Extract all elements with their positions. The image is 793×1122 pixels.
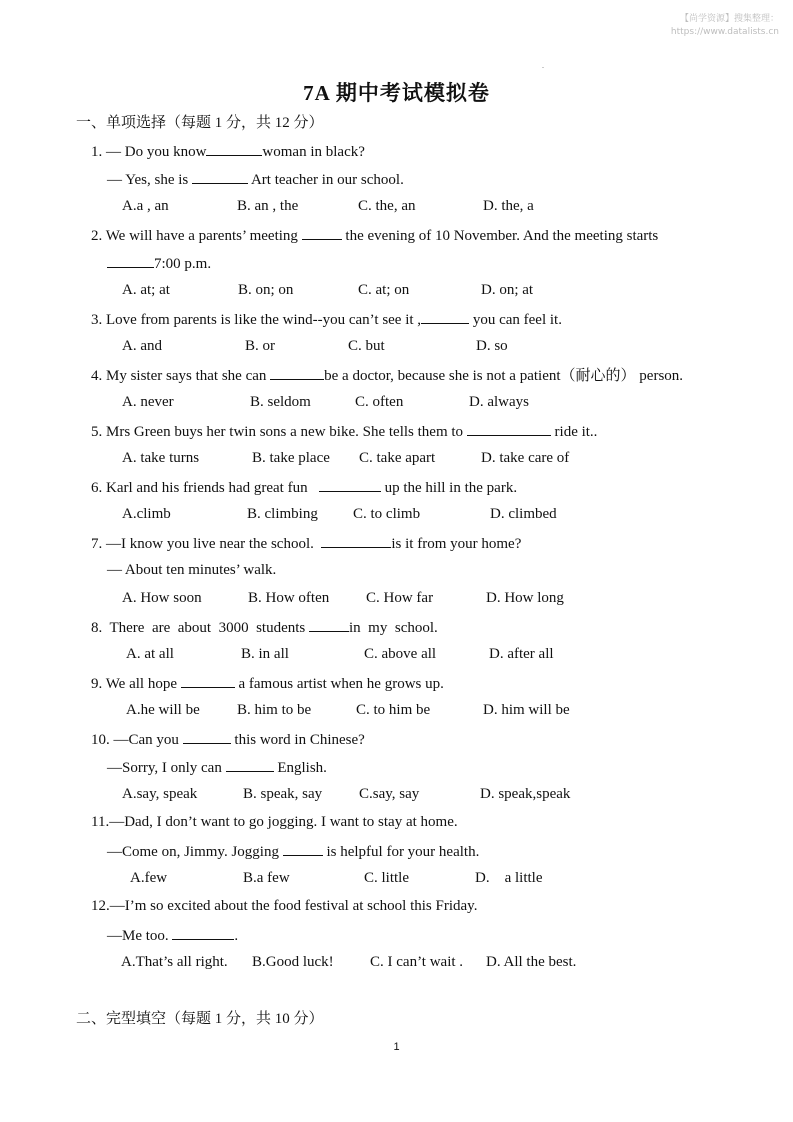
q11-option-c: C. little: [364, 870, 409, 886]
q12-reply: —Me too.: [107, 928, 169, 944]
question-12: 12.—I’m so excited about the food festival at school this Friday.: [91, 898, 478, 914]
q8-blank: [309, 616, 349, 632]
q8-stem: 8. There are about 3000 students: [91, 620, 306, 636]
q4-option-b: B. seldom: [250, 394, 311, 410]
question-11: 11.—Dad, I don’t want to go jogging. I want to stay at home.: [91, 814, 458, 830]
q1-blank-2: [192, 168, 248, 184]
watermark: [579, 13, 779, 39]
q2-cont: 7:00 p.m.: [154, 256, 212, 272]
q3-option-d: D. so: [476, 338, 508, 354]
stray-dot: .: [542, 61, 544, 70]
q6-stem: 6. Karl and his friends had great fun: [91, 480, 308, 496]
q7-stem: 7. —I know you live near the school.: [91, 536, 314, 552]
q2-blank: [302, 224, 342, 240]
q2-blank-2: [107, 252, 154, 268]
q12-option-d: D. All the best.: [486, 954, 577, 970]
q4-option-a: A. never: [122, 394, 174, 410]
q3-option-b: B. or: [245, 338, 275, 354]
q9-option-b: B. him to be: [237, 702, 312, 718]
q1-option-d: D. the, a: [483, 198, 534, 214]
q5-blank: [467, 420, 551, 436]
q3-option-a: A. and: [122, 338, 162, 354]
q4-stem: 4. My sister says that she can: [91, 368, 267, 384]
q11-reply-end: is helpful for your health.: [326, 844, 480, 860]
watermark-line-1: 【尚学资源】搜集整理：: [679, 14, 779, 24]
q3-blank: [421, 308, 469, 324]
q10-reply: —Sorry, I only can: [107, 760, 222, 776]
question-4: [91, 364, 683, 386]
q10-blank-2: [226, 756, 274, 772]
q2-option-b: B. on; on: [238, 282, 294, 298]
q10-option-b: B. speak, say: [243, 786, 323, 802]
q4-blank: [270, 364, 324, 380]
q5-option-b: B. take place: [252, 450, 330, 466]
q1-reply-end: Art teacher in our school.: [250, 172, 404, 188]
question-3: [91, 308, 562, 330]
q6-blank: [319, 476, 381, 492]
q7-stem-end: is it from your home?: [391, 536, 522, 552]
q12-option-c: C. I can’t wait .: [370, 954, 464, 970]
q10-option-c: C.say, say: [359, 786, 420, 802]
q12-option-b: B.Good luck!: [252, 954, 334, 970]
question-10-reply: [107, 756, 327, 778]
q2-option-d: D. on; at: [481, 282, 534, 298]
q12-option-a: A.That’s all right.: [121, 954, 228, 970]
q9-option-a: A.he will be: [126, 702, 200, 718]
q10-reply-end: English.: [277, 760, 327, 776]
question-6: [91, 476, 517, 498]
question-9: [91, 672, 444, 694]
q9-option-d: D. him will be: [483, 702, 570, 718]
q2-option-a: A. at; at: [122, 282, 170, 298]
q12-blank: [172, 924, 234, 940]
q8-option-b: B. in all: [241, 646, 289, 662]
q2-option-c: C. at; on: [358, 282, 410, 298]
q10-stem: 10. —Can you: [91, 732, 179, 748]
q5-option-a: A. take turns: [122, 450, 200, 466]
q4-option-d: D. always: [469, 394, 529, 410]
q1-option-c: C. the, an: [358, 198, 416, 214]
q11-blank: [283, 840, 323, 856]
q1-reply: — Yes, she is: [107, 172, 189, 188]
q6-stem-end: up the hill in the park.: [384, 480, 518, 496]
q7-blank: [321, 532, 391, 548]
q7-option-c: C. How far: [366, 590, 434, 606]
q8-option-a: A. at all: [126, 646, 174, 662]
q2-stem: 2. We will have a parents’ meeting: [91, 228, 298, 244]
page-title: 7A 期中考试模拟卷: [303, 81, 490, 105]
q8-option-d: D. after all: [489, 646, 554, 662]
q10-option-a: A.say, speak: [122, 786, 198, 802]
watermark-line-2: https://www.datalists.cn: [670, 27, 779, 37]
page-number: 1: [393, 1041, 400, 1053]
q5-stem-end: ride it..: [554, 424, 598, 440]
q1-option-a: A.a , an: [122, 198, 169, 214]
q4-stem-end: be a doctor, because she is not a patient（耐心的） person.: [324, 368, 684, 384]
q6-option-b: B. climbing: [247, 506, 318, 522]
q12-reply-end: .: [234, 928, 239, 944]
q11-option-d: D. a little: [475, 870, 543, 886]
q3-stem-end: you can feel it.: [472, 312, 562, 328]
q9-blank: [181, 672, 235, 688]
q1-option-b: B. an , the: [237, 198, 299, 214]
q8-option-c: C. above all: [364, 646, 437, 662]
q5-option-d: D. take care of: [481, 450, 570, 466]
q2-stem-end: the evening of 10 November. And the meeting starts: [345, 228, 659, 244]
q11-reply: —Come on, Jimmy. Jogging: [107, 844, 279, 860]
q7-option-b: B. How often: [248, 590, 330, 606]
question-12-reply: [107, 924, 238, 946]
q6-option-c: C. to climb: [353, 506, 421, 522]
q6-option-a: A.climb: [122, 506, 171, 522]
section-heading-1: 一、单项选择（每题 1 分，共 12 分）: [76, 115, 324, 131]
q10-blank: [183, 728, 231, 744]
q9-option-c: C. to him be: [356, 702, 431, 718]
q1-stem-end: woman in black?: [262, 144, 365, 160]
q9-stem-end: a famous artist when he grows up.: [238, 676, 444, 692]
q1-stem: 1. — Do you know: [91, 144, 207, 160]
q5-stem: 5. Mrs Green buys her twin sons a new bike. She tells them to: [91, 424, 464, 440]
question-5: [91, 420, 597, 442]
question-2: [91, 224, 658, 246]
q7-option-d: D. How long: [486, 590, 564, 606]
question-10: [91, 728, 365, 750]
q10-option-d: D. speak,speak: [480, 786, 571, 802]
question-1: [91, 140, 365, 162]
q4-option-c: C. often: [355, 394, 404, 410]
q7-option-a: A. How soon: [122, 590, 202, 606]
q5-option-c: C. take apart: [359, 450, 436, 466]
q9-stem: 9. We all hope: [91, 676, 177, 692]
section-heading-2: 二、完型填空（每题 1 分，共 10 分）: [76, 1011, 324, 1027]
q1-blank: [206, 140, 262, 156]
question-8: [91, 616, 438, 638]
question-1-reply: [107, 168, 404, 190]
question-7-reply: — About ten minutes’ walk.: [107, 562, 277, 578]
q3-option-c: C. but: [348, 338, 385, 354]
q11-option-b: B.a few: [243, 870, 290, 886]
q8-stem-end: in my school.: [349, 620, 438, 636]
question-11-reply: [107, 840, 479, 862]
q6-option-d: D. climbed: [490, 506, 557, 522]
question-2-cont: [107, 252, 211, 274]
q11-option-a: A.few: [130, 870, 168, 886]
q3-stem: 3. Love from parents is like the wind--you can’t see it ,: [91, 312, 422, 328]
q10-stem-end: this word in Chinese?: [234, 732, 365, 748]
question-7: [91, 532, 521, 554]
